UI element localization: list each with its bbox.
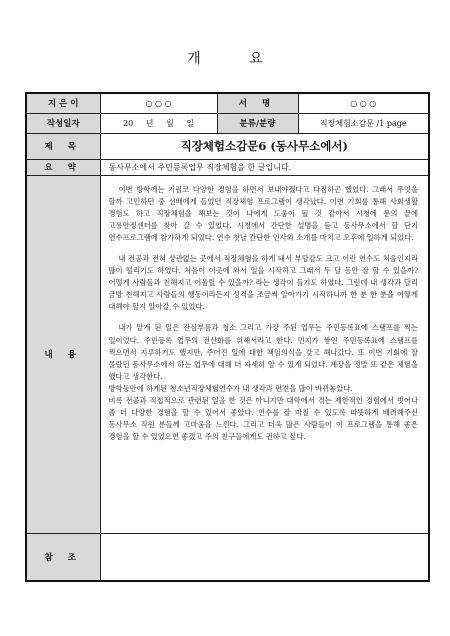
subject-value: 직장체험소감문6 (동사무소에서) bbox=[100, 133, 429, 159]
date-label: 작성일자 bbox=[26, 113, 100, 133]
content-paragraph: 이번 방학에는 기필코 다양한 경험을 하면서 보내야겠다고 다짐하곤 했었다. 그래서 무엇을 할까 고민하던 중 선배에게 들었던 직장체험 프로그램이 생각났다. 이번 기회를 통해 사회생활 경험도 하고 직장체험을 해보는 것이 나에게 도움이 될 것 같아서 시청에 문의 끝에 고용안정센터를 찾아 갈 수 있었다. 시청에서 간단한 설명을 듣고 동사무소에서 할 단기 연수프로그램에 참가하게 되었다. 연수 첫날 간단한 인사와 소개를 마치고 오후에 일하게 되었다. bbox=[108, 184, 418, 242]
reference-value bbox=[100, 533, 429, 581]
author-value: ○ ○ ○ bbox=[100, 93, 217, 113]
content-paragraph: 내가 맡게 된 일은 잔심부름과 청소 그리고 가장 주된 업무는 주민등록표에 스탬프를 찍는 일이었다. 주민등록 업무의 전산화를 위해서라고 한다. 먼지가 쌓인 주민등록표에 스탬프를 찍으면서 지루하기도 했지만, 주어진 일에 대한 책임의식을 갖고 해나갔다. 또 이번 기회에 잘 몰랐던 동사무소에서 하는 업무에 대해 더 자세히 알 수 있게 되었다. 계장을 정말 또 같은 체험을 했다고 생각한다. bbox=[108, 323, 418, 381]
author-label: 지 은 이 bbox=[26, 93, 100, 113]
summary-form-table bbox=[25, 92, 430, 582]
content-label: 내 용 bbox=[26, 175, 100, 533]
subject-label: 제 목 bbox=[26, 133, 100, 159]
signature-label: 서 명 bbox=[217, 93, 298, 113]
signature-value: ○ ○ ○ bbox=[298, 93, 429, 113]
content-paragraph: 방학동안에 하게된 청소년직장체험연수가 내 생각과 편견을 많이 바뀌놓았다. bbox=[108, 383, 353, 393]
reference-label: 참 조 bbox=[26, 533, 100, 581]
content-paragraph: 내 전공과 전혀 상관없는 곳에서 직장체험을 하게 돼서 부담감도 크고 이런 연수도 처음인지라 많이 떨리기도 하였다. 처음이 이곳에 와서 일을 시작하고 그래서 두 달 동안 잘 할 수 있을까? 어떻게 사람들과 친해지고 어울릴 수 있을까? 라는 생각이 들기도 하였다. 그런데 내 생각과 달리 금방 친해지고 사람들의 행동이라든지 성격을 조금씩 알아가기 시작하니까 한 분 한 분을 어떻게 대해야 할지 알아갈 수 있었다. bbox=[108, 253, 418, 312]
date-value: 20 년 월 일 bbox=[100, 113, 217, 133]
page-title: 개 요 bbox=[187, 51, 285, 67]
category-label: 분류/분량 bbox=[217, 113, 298, 133]
content-paragraph: 비록 전공과 직접적으로 관련된 일을 한 것은 아니지만 대학에서 겪는 제한적인 경험에서 벗어나 좀 더 다양한 경험을 할 수 있어서 좋았다. 연수를 잘 마칠 수 있도록 따뜻하게 배려해주신 동사무소 직원 분들께 고마움을 느낀다. 그리고 더욱 많은 사람들이 이 프로그램을 통해 좋은 경험을 할 수 있었으면 좋겠고 주의 친구들에게도 권하고 싶다. bbox=[108, 396, 418, 442]
content-body bbox=[100, 175, 429, 533]
summary-label: 요 약 bbox=[26, 159, 100, 175]
category-value: 직장체험소감문 /1 page bbox=[298, 113, 429, 133]
summary-value: 동사무소에서 주민등록업무 직장체험을 한 글입니다. bbox=[100, 159, 429, 175]
